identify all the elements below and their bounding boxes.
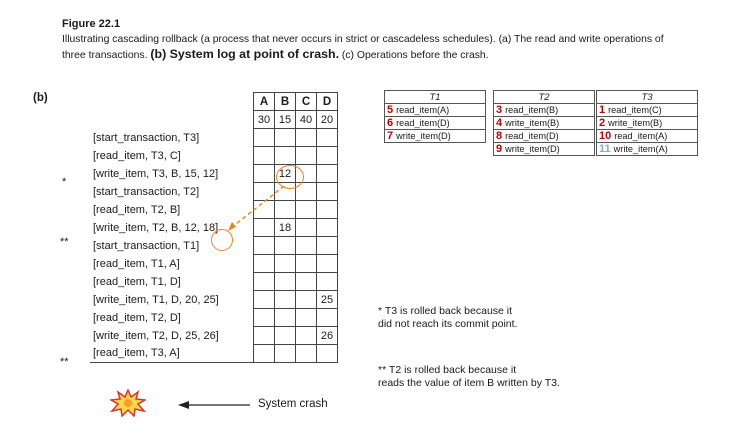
operation-row [494,104,595,117]
operation-row [494,117,595,130]
system-crash-label: System crash [258,398,328,410]
log-marker: ** [60,236,69,248]
note-line: * T3 is rolled back because it [378,305,513,317]
operation-cell [494,117,595,130]
operation-row [494,143,595,156]
log-marker: * [62,176,67,188]
operation-order-number: 4 [496,117,503,129]
transaction-header: T3 [597,91,698,104]
operation-row [597,117,698,130]
operation-order-number: 8 [496,130,503,142]
operation-cell [597,143,698,156]
operation-text: read_item(D) [396,118,450,128]
operation-order-number: 7 [387,130,394,142]
log-value-d: 26 [317,327,338,345]
column-header-c: C [296,93,317,111]
operation-cell [597,117,698,130]
operation-row [385,130,486,143]
operation-order-number: 10 [599,130,612,142]
column-header-d: D [317,93,338,111]
operation-order-number: 1 [599,104,606,116]
initial-value-b: 15 [275,111,296,129]
operation-order-number: 3 [496,104,503,116]
operation-text: write_item(B) [608,118,663,128]
operation-text: write_item(A) [613,144,668,154]
log-entry: [read_item, T3, A] [90,345,254,363]
log-entry: [write_item, T1, D, 20, 25] [90,291,254,309]
operation-order-number: 2 [599,117,606,129]
operation-text: write_item(B) [505,118,560,128]
operation-cell [385,104,486,117]
operation-cell [494,130,595,143]
operation-text: read_item(C) [608,105,662,115]
operation-cell [385,117,486,130]
operation-text: read_item(D) [505,131,559,141]
operation-row [597,143,698,156]
log-entry: [start_transaction, T1] [90,237,254,255]
log-entry: [read_item, T2, B] [90,201,254,219]
operation-text: write_item(D) [396,131,451,141]
operation-text: read_item(B) [505,105,559,115]
log-entry: [write_item, T2, B, 12, 18] [90,219,254,237]
caption-end: (c) Operations before the crash. [339,50,489,61]
log-marker: ** [60,356,69,368]
initial-value-c: 40 [296,111,317,129]
log-value-b: 18 [275,219,296,237]
log-entry: [write_item, T2, D, 25, 26] [90,327,254,345]
operation-row [597,130,698,143]
note-line: ** T2 is rolled back because it [378,364,517,376]
operation-text: write_item(D) [505,144,560,154]
note-line: did not reach its commit point. [378,318,518,330]
log-entry: [start_transaction, T2] [90,183,254,201]
operation-cell [597,130,698,143]
operation-cell [494,143,595,156]
log-entry: [read_item, T3, C] [90,147,254,165]
operation-cell [385,130,486,143]
initial-value-d: 20 [317,111,338,129]
transaction-header: T2 [494,91,595,104]
operation-row [385,117,486,130]
log-value-b: 12 [275,165,296,183]
initial-value-a: 30 [254,111,275,129]
log-entry: [start_transaction, T3] [90,129,254,147]
log-entry: [read_item, T1, D] [90,273,254,291]
log-value-d: 25 [317,291,338,309]
transaction-table-t3 [596,90,698,156]
part-b-label: (b) [33,92,48,104]
operation-text: read_item(A) [396,105,450,115]
operation-cell [597,104,698,117]
operation-order-number: 6 [387,117,394,129]
column-header-a: A [254,93,275,111]
explosion-icon [110,389,146,417]
transaction-header: T1 [385,91,486,104]
note-line: reads the value of item B written by T3. [378,377,560,389]
operation-order-number: 9 [496,143,503,155]
operation-row [385,104,486,117]
transaction-table-t1 [384,90,486,143]
operation-row [494,130,595,143]
rollback-note-t2 [378,364,560,390]
operation-text: read_item(A) [614,131,668,141]
caption-bold: (b) System log at point of crash. [150,47,340,61]
operation-row [597,104,698,117]
figure-label: Figure 22.1 [62,18,121,30]
transaction-table-t2 [493,90,595,156]
rollback-note-t3 [378,305,517,331]
column-header-b: B [275,93,296,111]
arrow-left-icon [178,399,252,411]
operation-order-number: 11 [599,143,611,155]
caption-start: Illustrating cascading rollback (a process that never occurs in strict or cascadeless schedules). (a) The read and write operations of three transactions. [62,34,664,61]
operation-order-number: 5 [387,104,394,116]
operation-cell [494,104,595,117]
log-entry: [read_item, T1, A] [90,255,254,273]
log-entry: [write_item, T3, B, 15, 12] [90,165,254,183]
log-entry: [read_item, T2, D] [90,309,254,327]
